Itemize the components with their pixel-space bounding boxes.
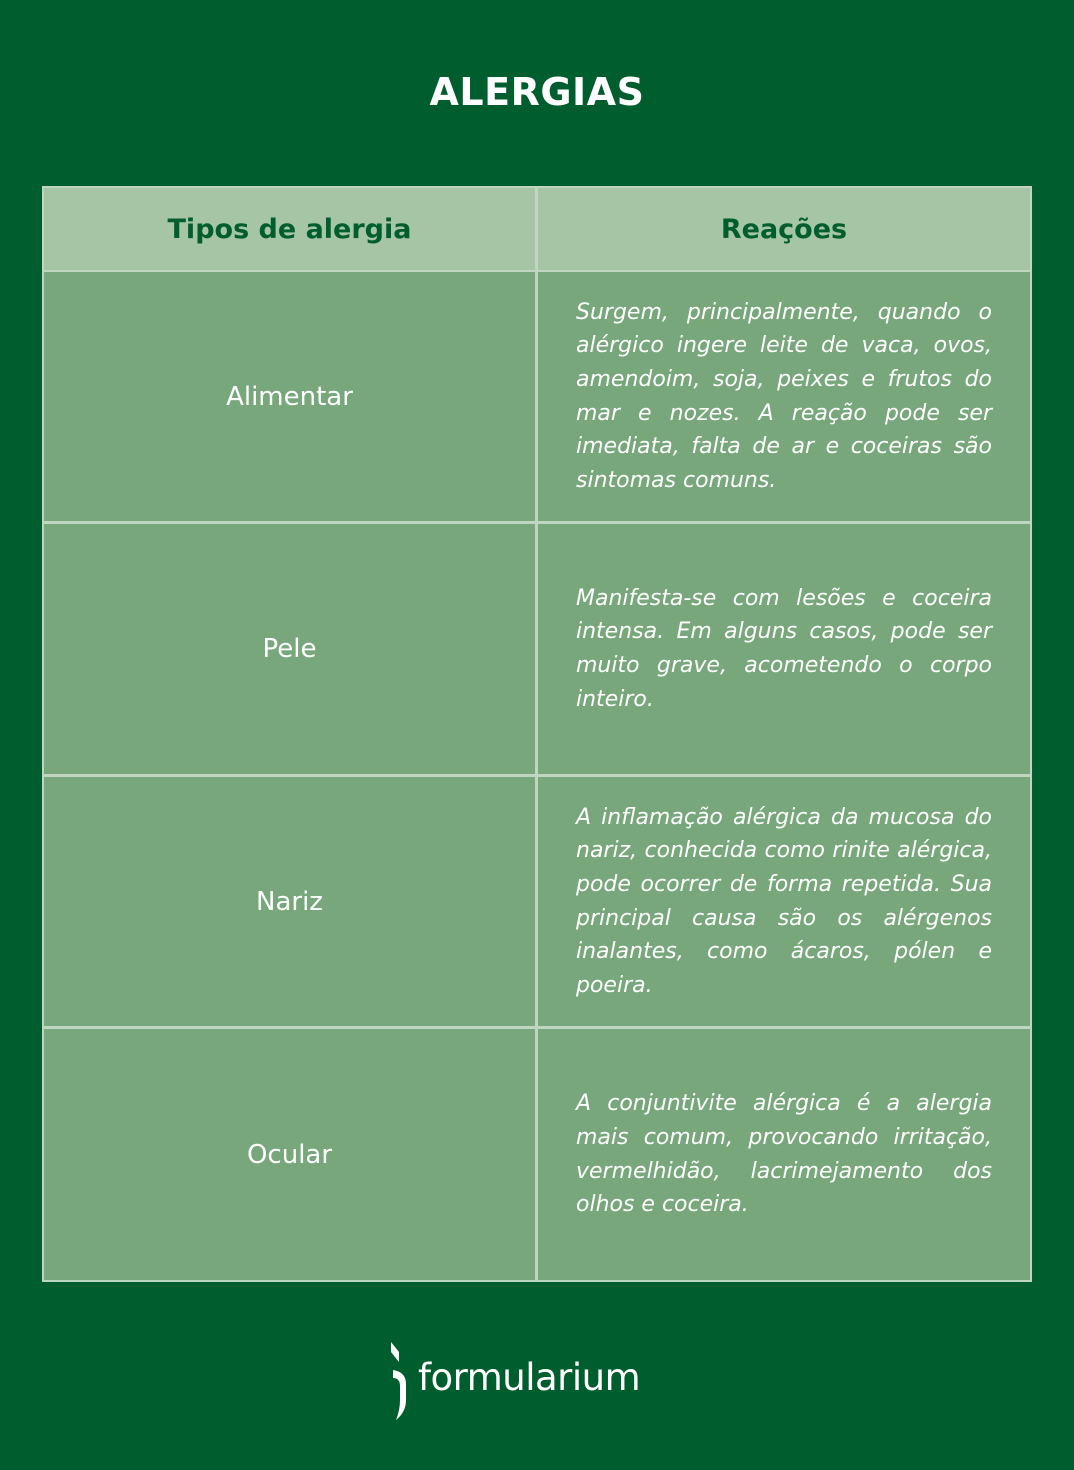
- header-cell-reactions: [538, 188, 1030, 270]
- header-cell-type: [44, 188, 535, 270]
- table-row-reaction-cell: [538, 524, 1030, 774]
- header-label-reactions: Reações: [720, 213, 848, 245]
- allergy-reaction: Manifesta-se com lesões e coceira intensa. Em alguns casos, pode ser muito grave, acometendo o corpo inteiro.: [576, 585, 992, 712]
- table-row-reaction-cell: [538, 272, 1030, 521]
- header-label-type: Tipos de alergia: [167, 213, 412, 245]
- page-title: ALERGIAS: [429, 70, 645, 114]
- table-row-reaction-cell: [538, 1029, 1030, 1280]
- brand-name: formularium: [418, 1356, 641, 1399]
- allergy-type: Alimentar: [226, 381, 353, 412]
- table-row-reaction-cell: [538, 777, 1030, 1026]
- allergy-reaction: Surgem, principalmente, quando o alérgico ingere leite de vaca, ovos, amendoim, soja, peixes e frutos do mar e nozes. A reação pode ser imediata, falta de ar e coceiras são sintomas comuns.: [576, 299, 992, 493]
- allergy-type: Nariz: [256, 886, 323, 917]
- table-row-type-cell: [44, 524, 535, 774]
- allergy-type: Pele: [262, 634, 317, 664]
- formularium-logo-icon: [388, 1340, 414, 1420]
- brand-logo: [388, 1340, 688, 1420]
- allergy-type: Ocular: [246, 1139, 333, 1170]
- table-row-type-cell: [44, 272, 535, 521]
- allergy-table: [42, 186, 1032, 1282]
- allergy-reaction: A inflamação alérgica da mucosa do nariz, conhecida como rinite alérgica, pode ocorrer de forma repetida. Sua principal causa são os alérgenos inalantes, como ácaros, pólen e poeira.: [576, 804, 992, 998]
- table-row-type-cell: [44, 777, 535, 1026]
- allergy-reaction: A conjuntivite alérgica é a alergia mais comum, provocando irritação, vermelhidão, lacrimejamento dos olhos e coceira.: [576, 1091, 992, 1218]
- table-row-type-cell: [44, 1029, 535, 1280]
